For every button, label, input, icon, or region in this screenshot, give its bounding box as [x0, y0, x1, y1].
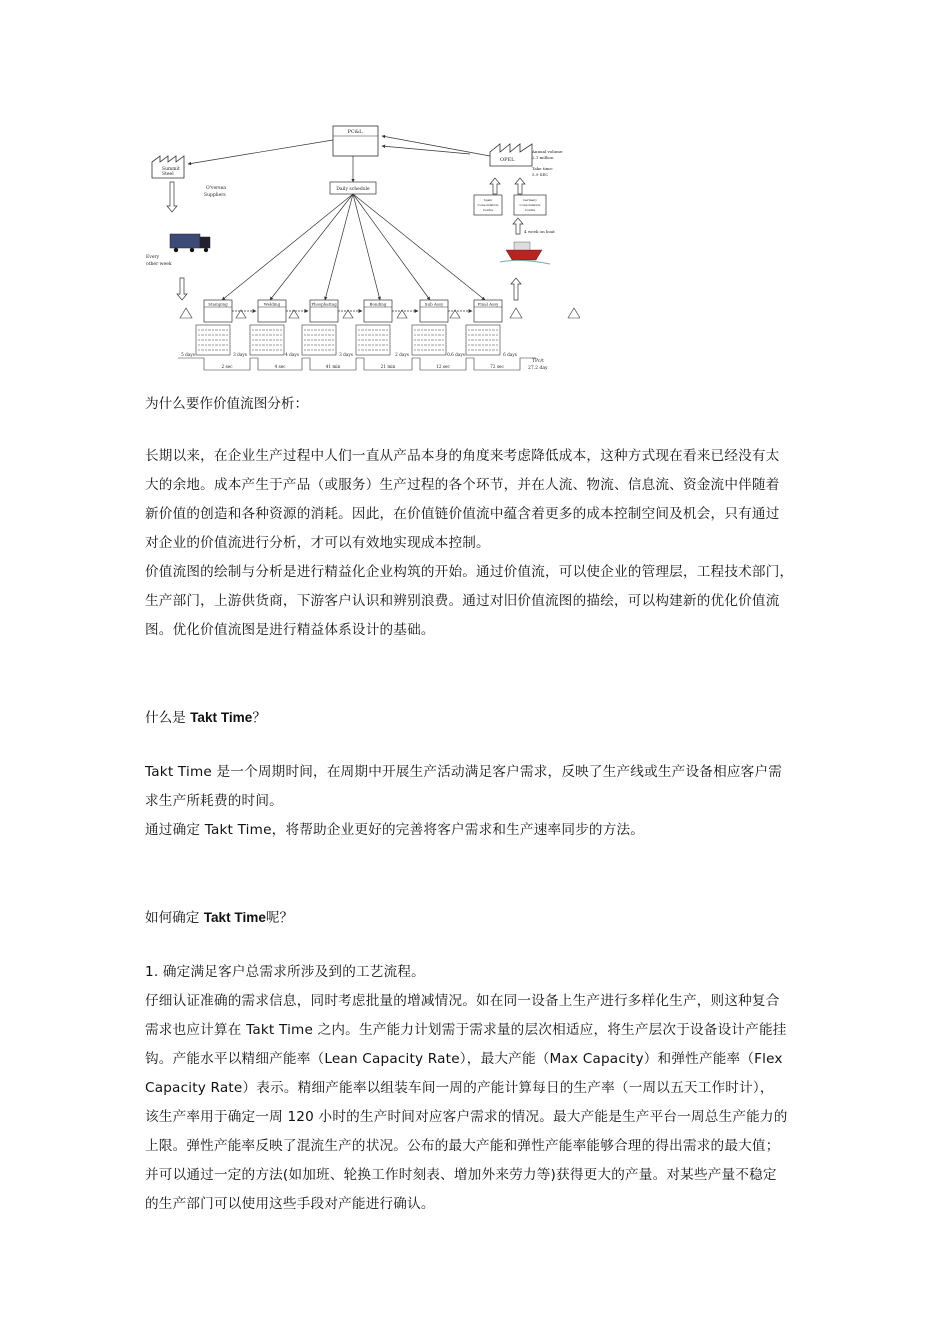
germany-box-line-1: Germany — [523, 198, 537, 202]
spain-box-line-2: Consolidation — [477, 203, 499, 207]
summary-label-1: TPc/t — [532, 359, 544, 364]
process-time-label: 4 sec — [274, 364, 286, 369]
text-line: 图。优化价值流图是进行精益体系设计的基础。 — [145, 622, 435, 638]
text-line: 长期以来，在企业生产过程中人们一直从产品本身的角度来考虑降低成本，这种方式现在看来已经没有太 — [145, 448, 780, 464]
what-section-title — [145, 706, 266, 726]
ship-icon — [500, 242, 550, 264]
spain-box-line-1: Spain — [483, 198, 493, 202]
process-box — [466, 300, 502, 355]
inventory-days-label: 2 days — [395, 352, 409, 357]
text-line: 大的余地。成本产生于产品（或服务）生产过程的各个环节，并在人流、物流、信息流、资金流中伴随着 — [145, 477, 780, 493]
text-line: 钩。产能水平以精细产能率（Lean Capacity Rate），最大产能（Max Capacity）和弹性产能率（Flex — [145, 1051, 783, 1067]
summary-label-2: 27.2 day — [528, 366, 548, 371]
inventory-days-label: 6 days — [503, 352, 517, 357]
process-time-label: 41 min — [325, 364, 341, 369]
inventory-days-label: 5 days — [181, 352, 195, 357]
text-line: 需求也应计算在 Takt Time 之内。生产能力计划需于需求量的层次相适应，将生产层次于设备设计产能挂 — [145, 1022, 787, 1038]
supplier-factory-icon — [152, 156, 184, 178]
how-section-title — [145, 906, 293, 926]
process-box — [356, 300, 392, 355]
process-time-label: 2 sec — [221, 364, 233, 369]
text-line: 新价值的创造和各种资源的消耗。因此，在价值链价值流中蕴含着更多的成本控制空间及机会，只有通过 — [145, 506, 780, 522]
what-title-prefix: 什么是 — [145, 710, 186, 726]
how-paragraph — [145, 958, 825, 1219]
information-flow-arrows — [188, 136, 490, 300]
what-title-term: Takt Time — [190, 710, 253, 725]
schedule-label: Daily schedule — [336, 187, 370, 192]
process-name: Welding — [263, 301, 281, 307]
process-name: Final Assy — [477, 301, 499, 307]
why-paragraph-1 — [145, 442, 825, 558]
process-box — [412, 300, 448, 355]
spain-box-line-3: Centre — [482, 208, 494, 212]
text-line: 生产部门，上游供货商，下游客户认识和辨别浪费。通过对旧价值流图的描绘，可以构建新的优化价值流 — [145, 593, 780, 609]
process-box — [302, 300, 338, 355]
customer-info-2: 2.1 million — [532, 155, 554, 160]
process-box — [250, 300, 286, 355]
daily-schedule-box — [330, 182, 376, 194]
text-line: 的生产部门可以使用这些手段对产能进行确认。 — [145, 1196, 435, 1212]
how-title-suffix: 呢？ — [265, 910, 294, 926]
process-time-label: 12 sec — [436, 364, 450, 369]
text-line: Takt Time 是一个周期时间，在周期中开展生产活动满足客户需求，反映了生产线或生产设备相应客户需 — [145, 764, 783, 780]
process-boxes — [196, 300, 502, 355]
text-line: 该生产率用于确定一周 120 小时的生产时间对应客户需求的情况。最大产能是生产平台一周总生产能力的 — [145, 1109, 788, 1125]
what-title-suffix: ？ — [252, 710, 266, 726]
why-paragraph-2 — [145, 558, 825, 645]
consolidation-centre-box-spain — [474, 195, 502, 215]
how-title-prefix: 如何确定 — [145, 910, 200, 926]
truck-note-2: other week — [146, 262, 172, 267]
text-line: 上限。弹性产能率反映了混流生产的状况。公布的最大产能和弹性产能率能够合理的得出需求的最大值； — [145, 1138, 780, 1154]
what-paragraph-1 — [145, 758, 825, 845]
customer-factory-icon — [490, 144, 532, 166]
process-time-label: 72 sec — [490, 364, 504, 369]
text-line: 并可以通过一定的方法(如加班、轮换工作时刻表、增加外来劳力等)获得更大的产量。对某些产量不稳定 — [145, 1167, 777, 1183]
ship-note: 4 week on boat — [524, 229, 555, 234]
process-name: Phosphating — [311, 301, 337, 307]
control-label: PC&L — [347, 129, 363, 135]
supplier-label-2: Steel — [162, 172, 174, 177]
how-title-term: Takt Time — [203, 910, 266, 925]
customer-info-3: Take time: — [532, 166, 554, 171]
process-name: Sub Assy — [424, 301, 444, 307]
inventory-days-label: 4 days — [285, 352, 299, 357]
inventory-days-label: 3 days — [233, 352, 247, 357]
customer-info-1: Annual volume: — [532, 149, 564, 154]
process-box — [196, 300, 232, 355]
text-line: 对企业的价值流进行分析，才可以有效地实现成本控制。 — [145, 535, 490, 551]
text-line: 求生产所耗费的时间。 — [145, 793, 283, 809]
why-section-title: 为什么要作价值流图分析： — [145, 396, 309, 412]
customer-label: OPEL — [500, 157, 515, 163]
supplier-label-1: Summit — [162, 167, 180, 172]
overseas-label-1: O'versea — [206, 186, 226, 191]
text-line: 通过确定 Takt Time，将帮助企业更好的完善将客户需求和生产速率同步的方法。 — [145, 822, 645, 838]
process-name: Bonding — [369, 301, 387, 307]
customer-info-4: 5.9 SEC — [532, 172, 549, 177]
value-stream-map-diagram — [140, 118, 580, 378]
germany-box-line-2: Consolidation — [519, 203, 541, 207]
inventory-days-label: 3 days — [339, 352, 353, 357]
production-control-box — [333, 126, 378, 156]
text-line: 价值流图的绘制与分析是进行精益化企业构筑的开始。通过价值流，可以使企业的管理层，工程技术部门， — [145, 564, 794, 580]
how-step-1: 1. 确定满足客户总需求所涉及到的工艺流程。 — [145, 964, 425, 980]
inventory-days-label: 0.6 days — [447, 352, 465, 357]
consolidation-centre-box-germany — [514, 195, 546, 215]
process-time-label: 21 min — [380, 364, 396, 369]
text-line: 仔细认证准确的需求信息，同时考虑批量的增减情况。如在同一设备上生产进行多样化生产，则这种复合 — [145, 993, 780, 1009]
truck-note-1: Every — [146, 255, 160, 260]
truck-icon — [170, 234, 210, 252]
text-line: Capacity Rate）表示。精细产能率以组装车间一周的产能计算每日的生产率（一周以五天工作时计）， — [145, 1080, 774, 1096]
germany-box-line-3: Centre — [524, 208, 536, 212]
overseas-label-2: Suppliers — [204, 193, 226, 198]
process-name: Stamping — [208, 301, 228, 307]
